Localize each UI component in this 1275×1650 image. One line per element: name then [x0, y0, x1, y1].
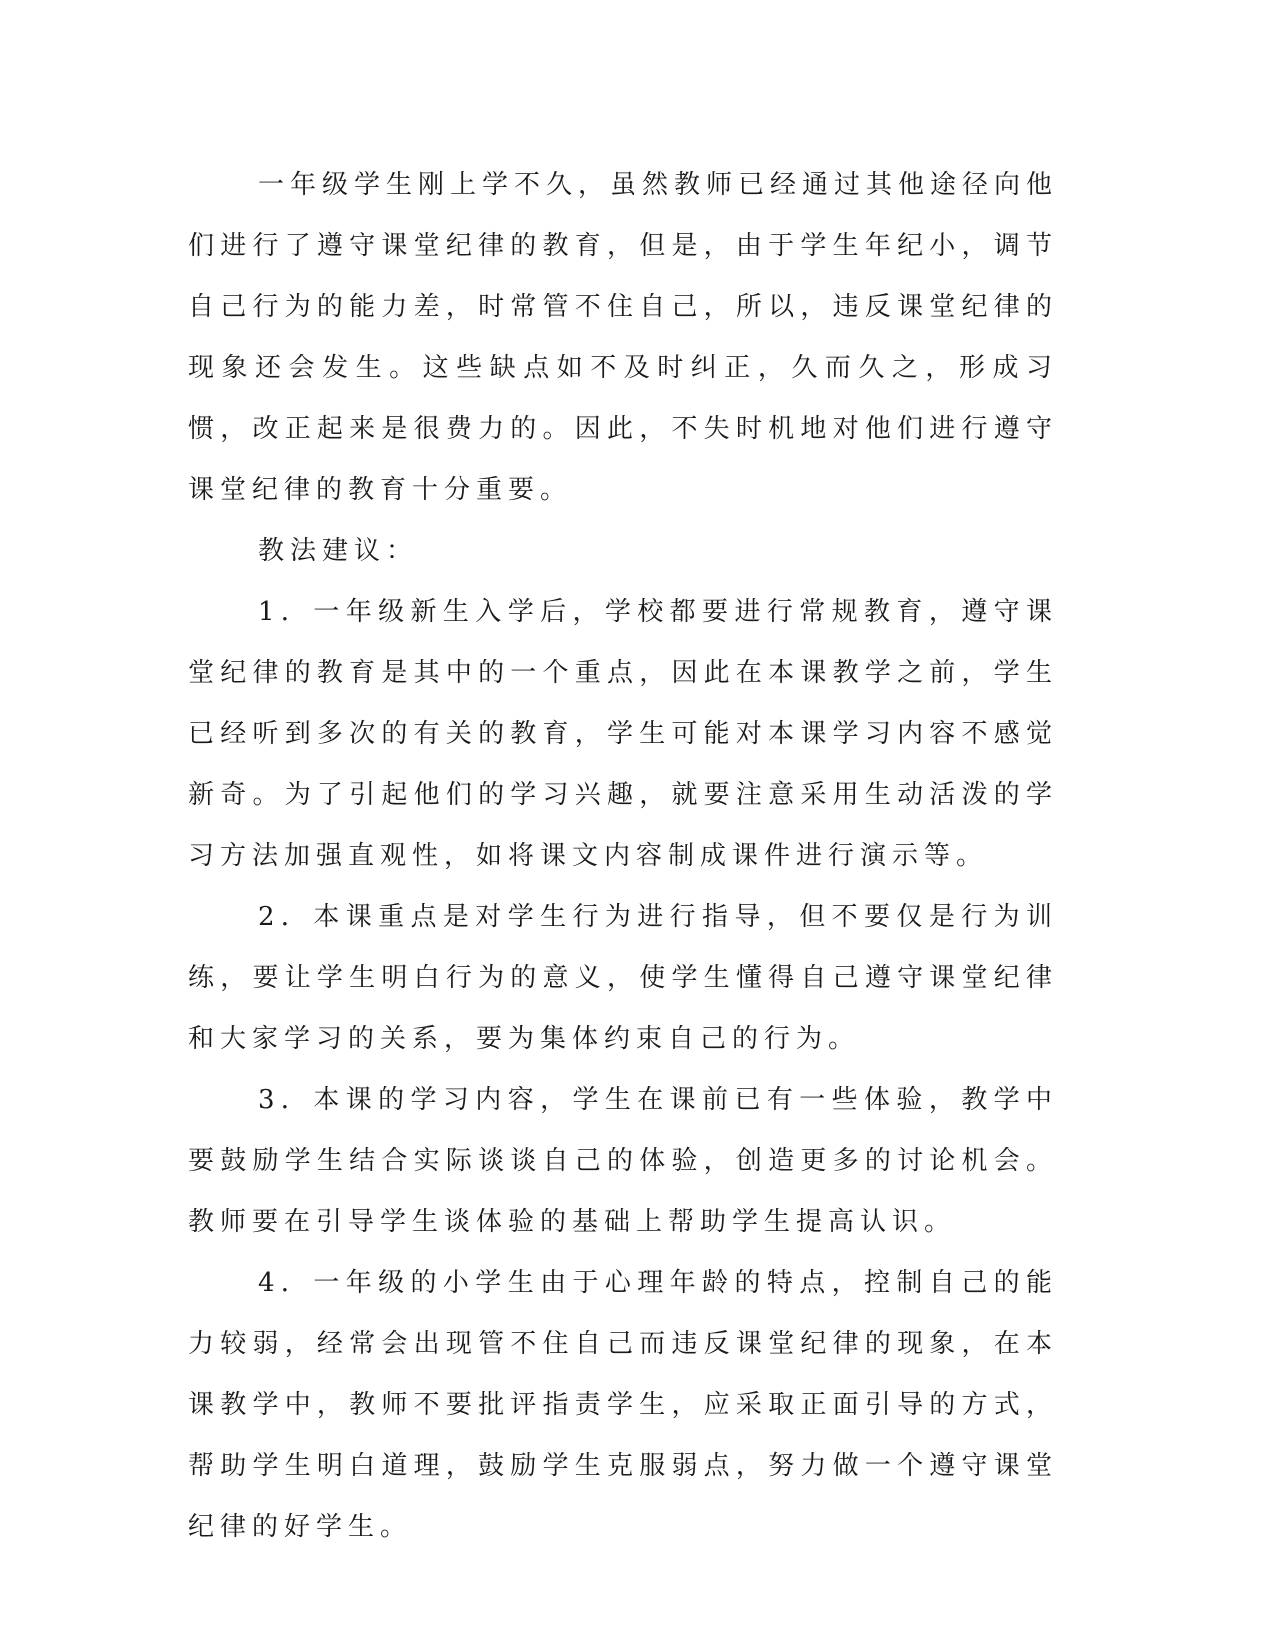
intro-paragraph: 一年级学生刚上学不久，虽然教师已经通过其他途径向他们进行了遵守课堂纪律的教育，但是，由于学生年纪小，调节自己行为的能力差，时常管不住自己，所以，违反课堂纪律的现象还会发生。这些缺点如不及时纠正，久而久之，形成习惯，改正起来是很费力的。因此，不失时机地对他们进行遵守课堂纪律的教育十分重要。 — [188, 170, 1059, 505]
suggestion-paragraph-3: 3．本课的学习内容，学生在课前已有一些体验，教学中要鼓励学生结合实际谈谈自己的体验，创造更多的讨论机会。教师要在引导学生谈体验的基础上帮助学生提高认识。 — [188, 1085, 1058, 1237]
suggestion-paragraph-4: 4．一年级的小学生由于心理年龄的特点，控制自己的能力较弱，经常会出现管不住自己而违反课堂纪律的现象，在本课教学中，教师不要批评指责学生，应采取正面引导的方式，帮助学生明白道理，鼓励学生克服弱点，努力做一个遵守课堂纪律的好学生。 — [188, 1268, 1058, 1542]
teaching-suggestions-heading: 教法建议： — [258, 536, 419, 566]
suggestion-paragraph-1: 1．一年级新生入学后，学校都要进行常规教育，遵守课堂纪律的教育是其中的一个重点，因此在本课教学之前，学生已经听到多次的有关的教育，学生可能对本课学习内容不感觉新奇。为了引起他们的学习兴趣，就要注意采用生动活泼的学习方法加强直观性，如将课文内容制成课件进行演示等。 — [188, 597, 1058, 871]
suggestion-paragraph-2: 2．本课重点是对学生行为进行指导，但不要仅是行为训练，要让学生明白行为的意义，使学生懂得自己遵守课堂纪律和大家学习的关系，要为集体约束自己的行为。 — [188, 902, 1058, 1054]
document-body — [188, 155, 1058, 1558]
